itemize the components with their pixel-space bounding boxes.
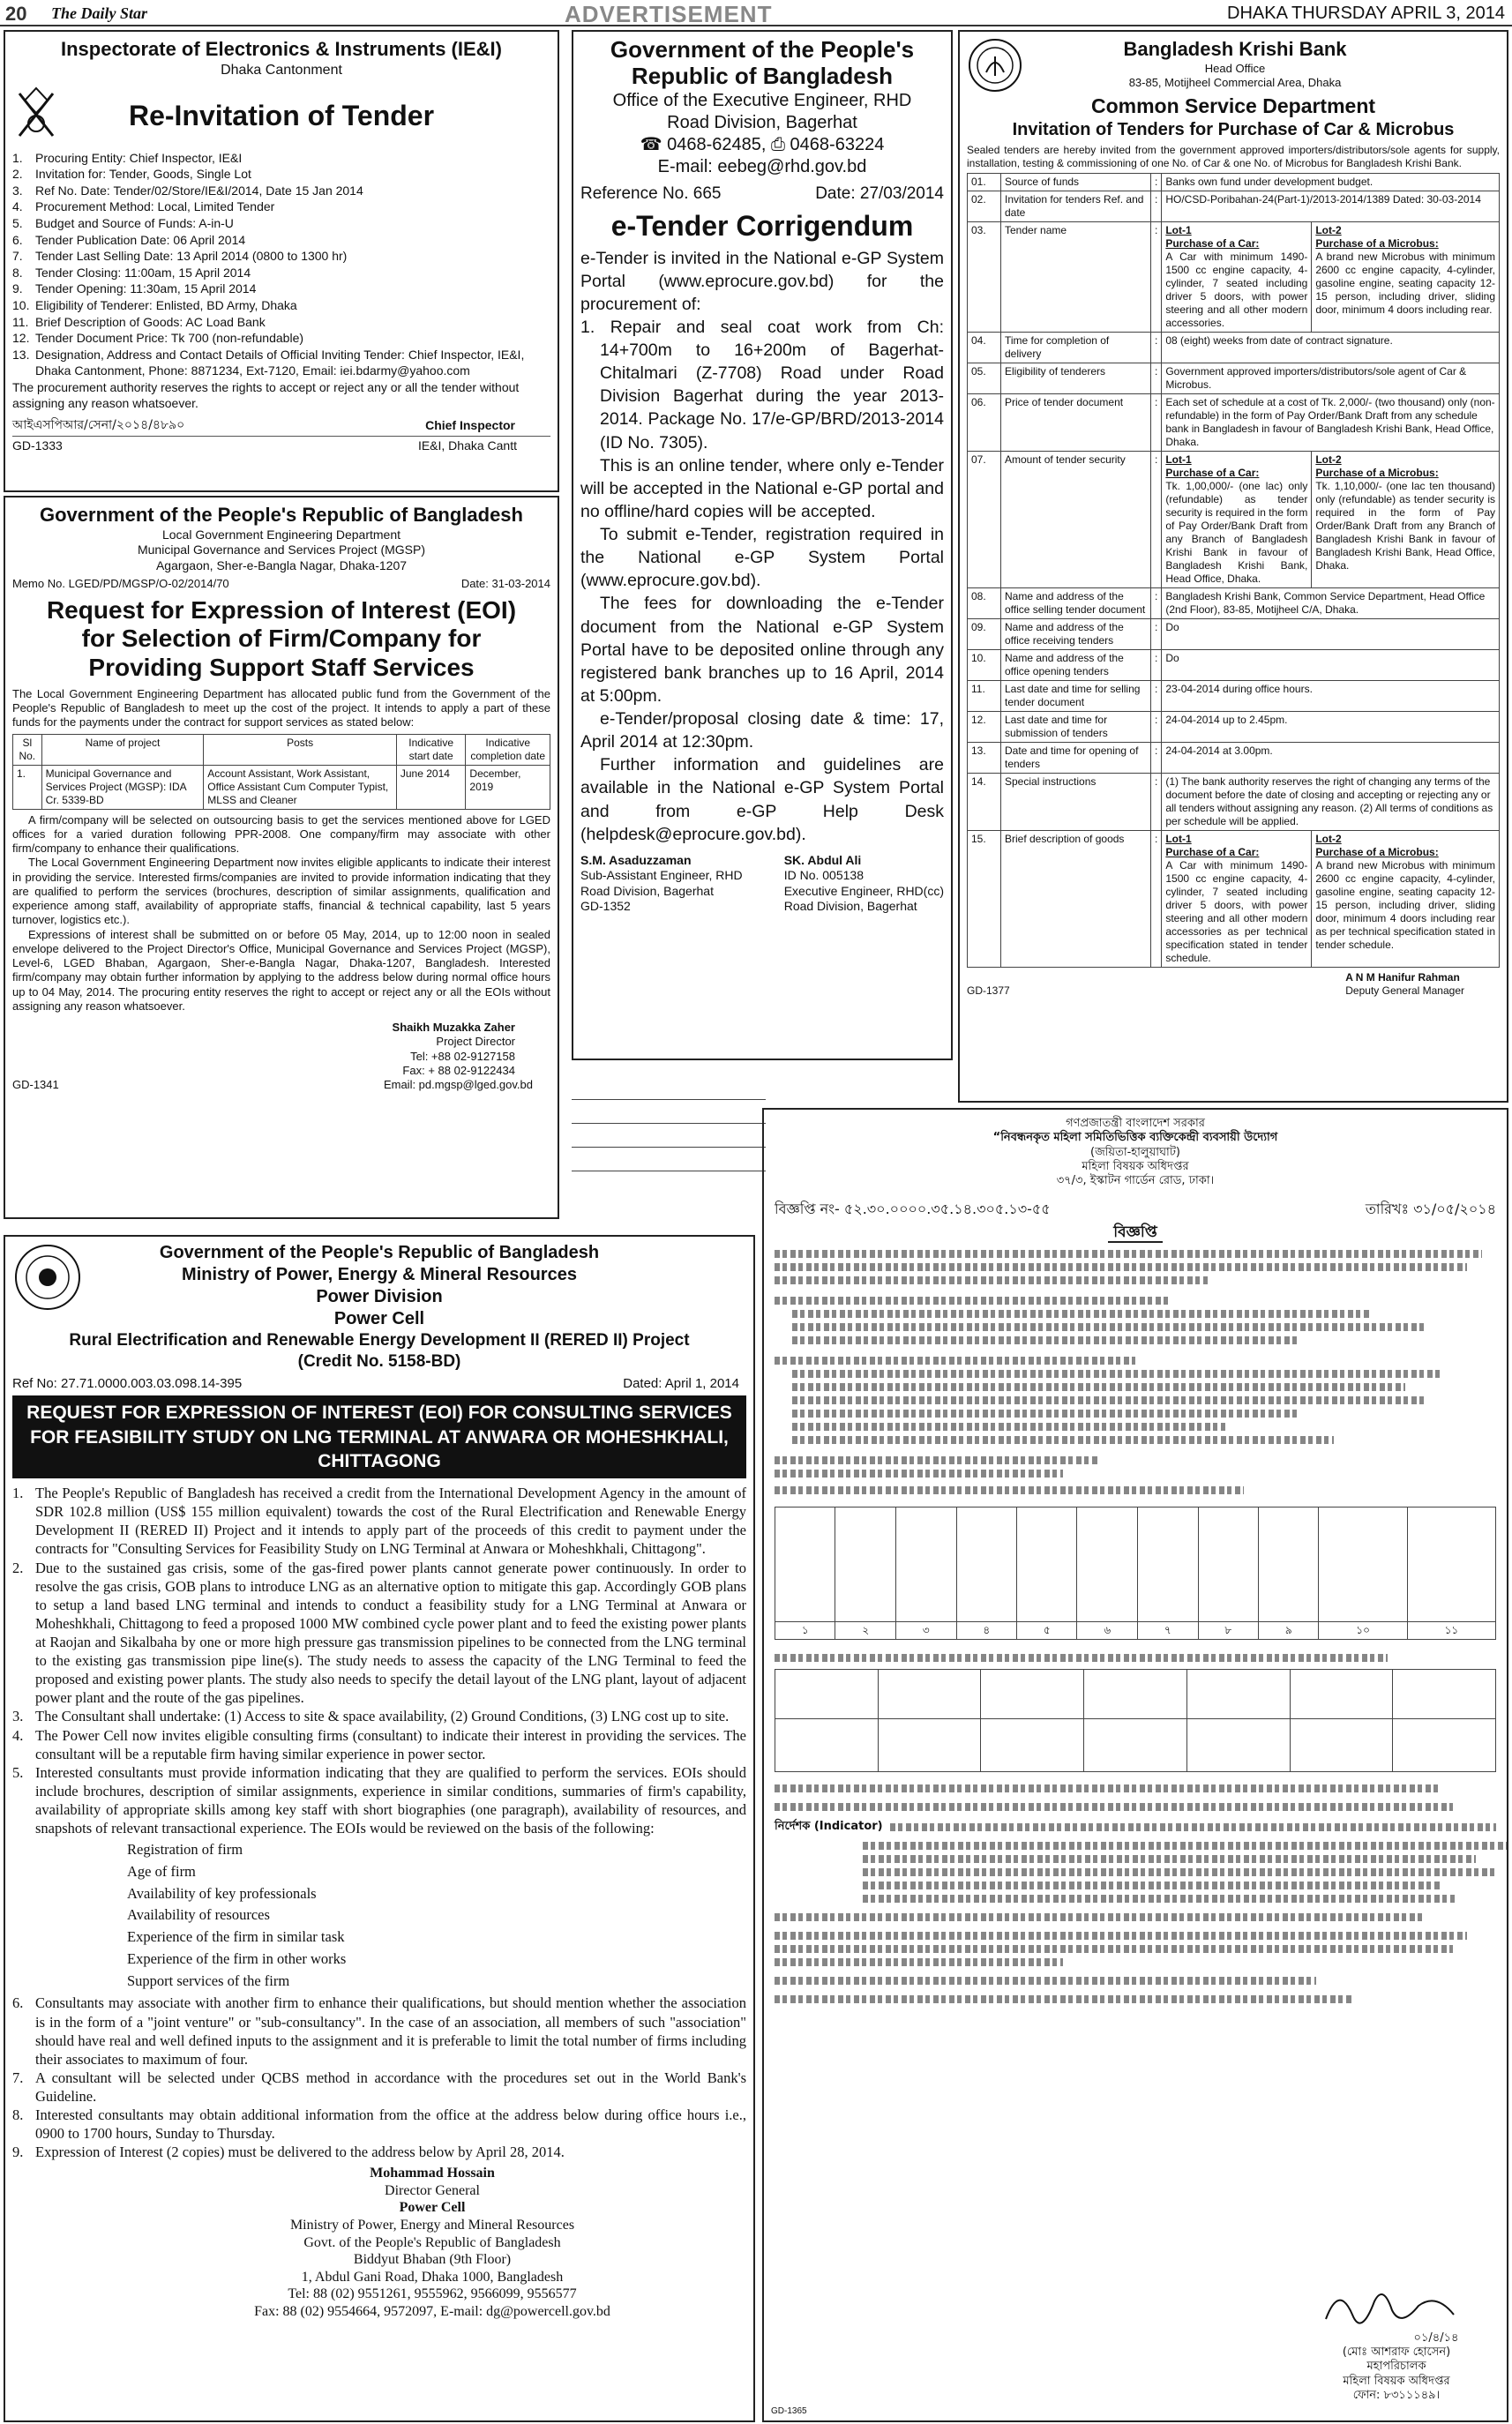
bangla-phone: ফোন: ৮৩১১১৪৯।: [1352, 2388, 1441, 2402]
bkb-table: [967, 173, 1500, 968]
rhd-email: E-mail: eebeg@rhd.gov.bd: [657, 156, 867, 176]
iei-item-text: Tender Closing: 11:00am, 15 April 2014: [35, 265, 251, 280]
iei-item-text: Ref No. Date: Tender/02/Store/IE&I/2014, Date 15 Jan 2014: [35, 183, 363, 198]
lged-heading: Request for Expression of Interest (EOI) for Selection of Firm/Company for Providing Support Staff Services: [46, 596, 517, 681]
rhd-office: Office of the Executive Engineer, RHD: [612, 90, 912, 110]
power-cell: Power Cell: [333, 1309, 425, 1328]
bkb-row-value: Government approved importers/distributors/sole agent of Car & Microbus.: [1162, 363, 1500, 393]
bangla-table-head-cell: [1077, 1507, 1138, 1621]
bkb-row-num: 03.: [968, 221, 1001, 332]
bkb-row-key: Last date and time for selling tender document: [1001, 680, 1151, 711]
bkb-lot-text: A brand new Microbus with minimum 2600 cc engine capacity, 4-cylinder, gasoline engine, seating capacity 12-15 person, including driver, sliding door, minimum 4 doors including rear.: [1315, 250, 1495, 316]
lged-p1: A firm/company will be selected on outsourcing basis to get the services mentioned above for LGED offices for a varied duration following PPR-2008. One company/firm may associate with other firm/company to enhance their qualifications.: [12, 812, 550, 856]
iei-item-text: Brief Description of Goods: AC Load Bank: [35, 314, 266, 329]
bkb-lot1: [1162, 830, 1312, 967]
bkb-table-row: [968, 618, 1500, 649]
rhd-division: Road Division, Bagerhat: [667, 112, 857, 132]
iei-item-text: Tender Opening: 11:30am, 15 April 2014: [35, 281, 257, 296]
bkb-address: 83-85, Motijheel Commercial Area, Dhaka: [1128, 75, 1342, 89]
power-p8: Interested consultants may obtain additional information from the office at the address below during office hours i.e., 0900 to 1700 hours, Sunday to Thursday.: [35, 2106, 746, 2143]
bkb-row-value: HO/CSD-Poribahan-24(Part-1)/2013-2014/1389 Dated: 30-03-2014: [1162, 191, 1500, 221]
bkb-row-key: Brief description of goods: [1001, 830, 1151, 967]
iei-list-item: [12, 215, 550, 232]
bangla-indicator: নির্দেশক (Indicator): [775, 1819, 883, 1833]
lged-memo: Memo No. LGED/PD/MGSP/O-02/2014/70: [12, 577, 229, 590]
lged-gov: Government of the People's Republic of Bangladesh: [40, 504, 523, 526]
rhd-p1: e-Tender is invited in the National e-GP System Portal (www.eprocure.gov.bd) for the procurement of:: [580, 248, 944, 314]
iei-item-num: 7.: [12, 249, 23, 264]
bkb-table-lot-row: [968, 451, 1500, 587]
lged-table-cell: June 2014: [396, 765, 466, 809]
bangla-table-head-cell: [775, 1507, 835, 1621]
bkb-table-row: [968, 173, 1500, 191]
iei-item-num: 8.: [12, 265, 23, 280]
bkb-row-num: 04.: [968, 332, 1001, 363]
bangla-table-head-cell: [1198, 1507, 1258, 1621]
bkb-row-colon: :: [1151, 393, 1162, 451]
iei-item-text: Tender Publication Date: 06 April 2014: [35, 232, 246, 247]
bangla-line3: (জয়িতা-হালুয়াঘাট): [1090, 1145, 1180, 1159]
bangla-table-2: [775, 1669, 1496, 1772]
bkb-row-num: 09.: [968, 618, 1001, 649]
bangla-table-head-cell: [835, 1507, 896, 1621]
bkb-row-colon: :: [1151, 618, 1162, 649]
iei-list-item: [12, 265, 550, 281]
bkb-row-key: Name and address of the office opening tenders: [1001, 649, 1151, 680]
bkb-lot-sub: Purchase of a Microbus:: [1315, 236, 1439, 250]
bangla-table-col-num: ৪: [956, 1621, 1016, 1639]
lged-table-cell: Municipal Governance and Services Project (MGSP): IDA Cr. 5339-BD: [41, 765, 204, 809]
iei-list-item: [12, 314, 550, 331]
bkb-row-num: 14.: [968, 773, 1001, 830]
bkb-row-colon: :: [1151, 173, 1162, 191]
power-criterion: Availability of key professionals: [127, 1884, 317, 1902]
power-p5: Interested consultants must provide information indicating that they are qualified to perform the services. EOIs should include brochures, description of similar assignments, experience in similar conditions, summaries of firm's capability, availability of appropriate skills among key staff with short biographies (one paragraph), availability of resources, and snapshots of relevant transactional experience. The EOIs would be reviewed on the basis of the following:: [35, 1763, 746, 1837]
bkb-name: Bangladesh Krishi Bank: [1123, 38, 1347, 60]
iei-bn-ref: আইএসপিআর/সেনা/২০১৪/৪৮৯০: [12, 418, 185, 433]
power-signer: Mohammad Hossain: [370, 2166, 495, 2181]
rhd-phone: ☎ 0468-62485, ⎙ 0468-63224: [640, 134, 885, 154]
iei-item-num: 12.: [12, 331, 30, 346]
iei-item-text: Budget and Source of Funds: A-in-U: [35, 215, 234, 230]
bkb-table-row: [968, 742, 1500, 773]
lged-signer: Shaikh Muzakka Zaher: [392, 1021, 515, 1035]
bkb-table-row: [968, 680, 1500, 711]
bkb-heading: Invitation of Tenders for Purchase of Car & Microbus: [1012, 119, 1455, 139]
bkb-lot-label: Lot-1: [1165, 832, 1192, 845]
govt-seal-icon: [12, 1242, 83, 1313]
bkb-lot-sub: Purchase of a Car:: [1165, 466, 1260, 479]
bkb-row-num: 12.: [968, 711, 1001, 742]
bkb-row-value: Each set of schedule at a cost of Tk. 2,000/- (two thousand) only (non-refundable) in the form of Pay Order/Bank Draft from any schedule bank in Bangladesh in favour of Bangladesh Krishi Bank, Head Office, Dhaka.: [1162, 393, 1500, 451]
bkb-table-row: [968, 393, 1500, 451]
bkb-lot1: [1162, 451, 1312, 587]
bkb-lot-label: Lot-2: [1315, 453, 1342, 466]
rhd-p2: This is an online tender, where only e-Tender will be accepted in the National e-GP portal and no offline/hard copies will be accepted.: [580, 455, 944, 521]
power-ref: Ref No: 27.71.0000.003.03.098.14-395: [12, 1375, 243, 1391]
bkb-row-key: Invitation for tenders Ref. and date: [1001, 191, 1151, 221]
iei-list-item: [12, 248, 550, 265]
bangla-table-head-cell: [956, 1507, 1016, 1621]
bangla-table-col-num: ৫: [1017, 1621, 1077, 1639]
bkb-table-row: [968, 332, 1500, 363]
power-signer-title: Director General: [385, 2182, 480, 2198]
bkb-lot-sub: Purchase of a Microbus:: [1315, 466, 1439, 479]
bkb-row-colon: :: [1151, 680, 1162, 711]
iei-item-num: 5.: [12, 215, 23, 230]
bkb-lot-text: A Car with minimum 1490-1500 cc engine capacity, 4-cylinder, 7 seated including driver 5 doors, with power steering and all other modern accessories as per technical specification stated in tender schedule.: [1165, 858, 1308, 964]
iei-code: GD-1333: [12, 438, 63, 453]
iei-list-item: [12, 297, 550, 314]
bkb-row-value: Do: [1162, 649, 1500, 680]
power-p9: Expression of Interest (2 copies) must be delivered to the address below by April 28, 2014.: [35, 2143, 565, 2161]
bkb-table-lot-row: [968, 830, 1500, 967]
bkb-row-key: Time for completion of delivery: [1001, 332, 1151, 363]
bangla-signer-title: মহাপরিচালক: [1366, 2360, 1426, 2374]
power-tel: Tel: 88 (02) 9551261, 9555962, 9566099, 9556577: [288, 2286, 577, 2302]
lged-address: Agargaon, Sher-e-Bangla Nagar, Dhaka-1207: [155, 557, 408, 572]
army-crest-icon: [12, 85, 60, 146]
rhd-ref: Reference No. 665: [580, 183, 722, 203]
lged-table-header: Name of project: [41, 734, 204, 765]
bangla-line4: মহিলা বিষয়ক অধিদপ্তর: [1082, 1159, 1189, 1173]
power-criterion: Registration of firm: [127, 1841, 243, 1859]
bkb-row-value: Banks own fund under development budget.: [1162, 173, 1500, 191]
iei-list-item: [12, 232, 550, 249]
bkb-signer: A N M Hanifur Rahman: [1345, 970, 1460, 984]
bangla-code: GD-1365: [771, 2405, 807, 2416]
bkb-row-key: Tender name: [1001, 221, 1151, 332]
bangla-table-col-num: ৯: [1259, 1621, 1319, 1639]
bkb-ad: [958, 30, 1508, 1103]
power-credit: (Credit No. 5158-BD): [297, 1351, 461, 1371]
bkb-row-colon: :: [1151, 587, 1162, 618]
rhd-p4: The fees for downloading the e-Tender document from the National e-GP System Portal have to be deposited online through any registered bank branches up to 16 April, 2014 at 5:00pm.: [580, 594, 944, 706]
bkb-row-key: Amount of tender security: [1001, 451, 1151, 587]
bkb-row-colon: :: [1151, 830, 1162, 967]
iei-signer-org: IE&I, Dhaka Cantt: [417, 438, 517, 453]
rhd-sig2-title: Executive Engineer, RHD(cc): [783, 883, 944, 898]
rhd-date: Date: 27/03/2014: [815, 183, 944, 203]
bkb-row-colon: :: [1151, 451, 1162, 587]
rhd-sig1-title: Sub-Assistant Engineer, RHD: [580, 868, 743, 883]
lged-email: Email: pd.mgsp@lged.gov.bd: [383, 1078, 533, 1092]
power-addr1: Ministry of Power, Energy and Mineral Resources: [289, 2218, 575, 2233]
power-criterion: Experience of the firm in other works: [127, 1949, 347, 1967]
bkb-row-colon: :: [1151, 191, 1162, 221]
rhd-p5: e-Tender/proposal closing date & time: 17, April 2014 at 12:30pm.: [580, 709, 944, 752]
iei-list-item: [12, 330, 550, 347]
lged-intro: The Local Government Engineering Department has allocated public fund from the Government of the People's Republic of Bangladesh to meet up the cost of the project. It intends to apply a part of these funds for the payments under the contract for support services as stated below:: [12, 686, 550, 729]
bangla-heading: বিজ্ঞপ্তি: [1108, 1223, 1162, 1243]
bkb-row-num: 15.: [968, 830, 1001, 967]
bkb-row-colon: :: [1151, 221, 1162, 332]
section-title: ADVERTISEMENT: [565, 1, 773, 27]
lged-code: GD-1341: [12, 1078, 59, 1092]
lged-table-header: Indicative completion date: [466, 734, 550, 765]
lged-p2: The Local Government Engineering Department now invites eligible applicants to indicate their interest in providing the service. Interested firms/companies are invited to provide information indicating that they are qualified to perform the services (brochures, description of similar assignments, qualification and experience among staff, availability of appropriate staffs, financial & technical capability, last 5 years turnover, logistics etc.).: [12, 856, 550, 927]
bkb-table-row: [968, 587, 1500, 618]
iei-item-num: 10.: [12, 297, 30, 312]
bangla-ad: [762, 1108, 1508, 2422]
iei-item-text: Designation, Address and Contact Details of Official Inviting Tender: Chief Inspector, IE&I, Dhaka Cantonment, Phone: 8871234, Ext-7120, Email: iei.bdarmy@yahoo.com: [35, 347, 525, 378]
bkb-office: Head Office: [1204, 61, 1266, 75]
bangla-line2: “নিবন্ধনকৃত মহিলা সমিতিভিত্তিক ব্যক্তিকেন্দ্রী ব্যবসায়ী উদ্যোগ: [992, 1131, 1278, 1145]
bkb-table-row: [968, 711, 1500, 742]
bangla-signer: (মোঃ আশরাফ হোসেন): [1342, 2345, 1451, 2359]
bkb-row-colon: :: [1151, 332, 1162, 363]
bkb-row-value: 23-04-2014 during office hours.: [1162, 680, 1500, 711]
iei-item-num: 11.: [12, 314, 29, 329]
iei-title: Inspectorate of Electronics & Instruments (IE&I): [61, 38, 502, 60]
lged-table-header: Indicative start date: [396, 734, 466, 765]
iei-item-text: Eligibility of Tenderer: Enlisted, BD Army, Dhaka: [35, 297, 297, 312]
bkb-row-key: Special instructions: [1001, 773, 1151, 830]
rhd-gov: Government of the People's Republic of Bangladesh: [610, 36, 915, 89]
bangla-table-head-cell: [1259, 1507, 1319, 1621]
lged-ad: [4, 496, 559, 1219]
lged-table-cell: Account Assistant, Work Assistant, Office Assistant Cum Computer Typist, MLSS and Cleaner: [204, 765, 397, 809]
bkb-row-key: Date and time for opening of tenders: [1001, 742, 1151, 773]
bangla-body-2: [775, 1784, 1496, 2003]
iei-signer: Chief Inspector: [425, 418, 515, 433]
bangla-table-col-num: ২: [835, 1621, 896, 1639]
bangla-table-col-num: ১: [775, 1621, 835, 1639]
power-p1: The People's Republic of Bangladesh has received a credit from the International Development Agency in the amount of SDR 102.8 million (US$ 155 million equivalent) towards the cost of the Rural Electrification and Renewable Energy Development II (RERED II) Project and it intends to apply part of the proceeds of this credit to payment under the contracts for "Consulting Services for Feasibility Study on LNG Terminal at Anwara or Moheshkhali, Chittagong".: [35, 1485, 746, 1558]
bkb-row-value: 08 (eight) weeks from date of contract signature.: [1162, 332, 1500, 363]
power-criterion: Age of firm: [127, 1862, 196, 1880]
bkb-row-num: 07.: [968, 451, 1001, 587]
bkb-table-row: [968, 363, 1500, 393]
iei-note: The procurement authority reserves the rights to accept or reject any or all the tender without assigning any reason whatsoever.: [12, 380, 520, 411]
bkb-row-num: 06.: [968, 393, 1001, 451]
power-fax: Fax: 88 (02) 9554664, 9572097, E-mail: dg@powercell.gov.bd: [254, 2303, 610, 2319]
power-banner: REQUEST FOR EXPRESSION OF INTEREST (EOI) FOR CONSULTING SERVICES FOR FEASIBILITY STUDY ON LNG TERMINAL AT ANWARA OR MOHESHKHALI, CHITTAGONG: [12, 1395, 746, 1478]
bkb-lot-label: Lot-1: [1165, 223, 1192, 236]
bkb-row-colon: :: [1151, 363, 1162, 393]
rhd-p3: To submit e-Tender, registration required in the National e-GP System Portal (www.eprocure.gov.bd).: [580, 525, 944, 591]
bangla-table-col-num: ১১: [1407, 1621, 1495, 1639]
lged-project: Municipal Governance and Services Project (MGSP): [137, 542, 426, 557]
bkb-dept: Common Service Department: [1090, 94, 1376, 117]
bkb-row-colon: :: [1151, 742, 1162, 773]
iei-list-item: [12, 281, 550, 297]
bangla-table-col-num: ৮: [1198, 1621, 1258, 1639]
rhd-p6: Further information and guidelines are available in the National e-GP System Portal and from e-GP Help Desk (helpdesk@eprocure.gov.bd).: [580, 755, 944, 844]
bkb-row-key: Price of tender document: [1001, 393, 1151, 451]
bkb-lot2: [1312, 830, 1500, 967]
power-criterion: Support services of the firm: [127, 1971, 290, 1989]
bkb-row-key: Source of funds: [1001, 173, 1151, 191]
bkb-row-colon: :: [1151, 711, 1162, 742]
bkb-lot-text: Tk. 1,00,000/- (one lac) only (refundable) as tender security is required in the form of Pay Order/Bank Draft from any Branch of Bangladesh Krishi Bank in favour of Bangladesh Krishi Bank, Head Office, Dhaka.: [1165, 479, 1308, 585]
bkb-row-value: (1) The bank authority reserves the right of changing any terms of the document before the date of closing and accepting or rejecting any or all tenders without assigning any reason. (2) All terms of conditions as per schedule will be applied.: [1162, 773, 1500, 830]
bkb-row-value: 24-04-2014 at 3.00pm.: [1162, 742, 1500, 773]
bkb-row-key: Name and address of the office selling tender document: [1001, 587, 1151, 618]
paper-name: The Daily Star: [51, 4, 148, 22]
power-ministry: Ministry of Power, Energy & Mineral Resources: [182, 1265, 577, 1284]
iei-item-num: 3.: [12, 183, 23, 198]
bkb-row-num: 05.: [968, 363, 1001, 393]
bangla-table-head-cell: [1017, 1507, 1077, 1621]
rhd-ad: [572, 30, 953, 1060]
iei-list: [12, 150, 550, 380]
bkb-row-key: Name and address of the office receiving tenders: [1001, 618, 1151, 649]
lged-table-cell: 1.: [13, 765, 42, 809]
power-division: Power Division: [316, 1287, 443, 1306]
lged-table-header: Sl No.: [13, 734, 42, 765]
iei-item-num: 9.: [12, 281, 23, 296]
bangla-table-head-cell: [1138, 1507, 1199, 1621]
bkb-lot-sub: Purchase of a Microbus:: [1315, 845, 1439, 858]
bangla-table-head-cell: [1407, 1507, 1495, 1621]
iei-item-text: Procurement Method: Local, Limited Tender: [35, 199, 275, 214]
iei-subtitle: Dhaka Cantonment: [221, 62, 342, 78]
page-header: [0, 0, 1512, 26]
bkb-row-key: Eligibility of tenderers: [1001, 363, 1151, 393]
bkb-code: GD-1377: [967, 984, 1010, 997]
bangla-signer-org: মহিলা বিষয়ক অধিদপ্তর: [1343, 2374, 1450, 2388]
iei-list-item: [12, 183, 550, 199]
power-ad: Government of the People's Republic of Bangladesh Ministry of Power, Energy & Mineral Resources Power Division Power Cell Rural Electrification and Renewable Energy Development II (RERED II) Project (Credit No. 5158-BD) Ref No: 27.71.0000.003.03.098.14-395 Dated: April 1, 2014 REQUEST FOR EXPRESSION OF INTEREST (EOI) FOR CONSULTING SERVICES FOR FEASIBILITY STUDY ON LNG TERMINAL AT ANWARA OR MOHESHKHALI, CHITTAGONG 1. The People's Republic of Bangladesh has received a credit from the International Development Agency in the amount of SDR 102.8 million (US$ 155 million equivalent) towards the cost of the Rural Electrification and Renewable Energy Development II (RERED II) Project and it intends to apply part of the proceeds of this credit to payment under the contracts for "Consulting Services for Feasibility Study on LNG Terminal at Anwara or Moheshkhali, Chittagong". 2. Due to the sustained gas crisis, some of the gas-fired power plants cannot generate power continuously. In order to resolve the gas crisis, GOB plans to introduce LNG as an alternative option to mitigate this gap. Accordingly GOB plans to setup a land based LNG terminal and intends to conduct a feasibility study for a LNG Terminal at Anwara or Moheshkhali, Chittagong to feed a proposed 1000 MW combined cycle power plant and to feed the existing power plants at Raojan and Sikalbaha by one or more high pressure gas transmission pipelines to be connected from the LNG terminal to the existing gas transmission pipe line(s). The study needs to assess the capacity of the LNG Terminal to feed the proposed and existing power plants. The study also needs to specify the detail layout of the LNG plant, layout of adjacent power plant and the route of the gas pipelines. 3. The Consultant shall undertake: (1) Access to site & space availability, (2) Ground Conditions, (3) LNG cost up to site. 4. The Power Cell now invites eligible consulting firms (consultant) to indicate their interest in providing the services. The consultant will be a reputable firm having similar experience in power sector. 5. Interested consultants must provide information indicating that they are qualified to perform the services. EOIs should include brochures, description of similar assignments, experience in similar conditions, summaries of firm's capability, availability of appropriate skills among key staff with short biographies (one paragraph), availability of resources, and snapshots of relevant transactional experience. The EOIs would be reviewed on the basis of the following: Registration of firm Age of firm Availability of key professionals Availability of resources Experience of the firm in similar task Experience of the firm in other works Support services of the firm 6. Consultants may associate with another firm to enhance their qualifications, but should mention whether the association is in the form of a "joint venture" or "sub-consultancy". In the case of an association, all members of such "association" should have real and well defined inputs to the assignment and it is preferable to limit the total number of firms including their associates to maximum of four. 7. A consultant will be selected under QCBS method in accordance with the procedures set out in the World Bank's Guideline. 8. Interested consultants may obtain additional information from the office at the address below during office hours i.e., 0900 to 1700 hours, Sunday to Thursday. 9. Expression of Interest (2 copies) must be delivered to the address below by April 28, 2014. Mohammad Hossain Director General Power Cell Ministry of Power, Energy and Mineral Resources Govt. of the People's Republic of Bangladesh Biddyut Bhaban (9th Floor) 1, Abdul Gani Road, Dhaka 1000, Bangladesh Tel: 88 (02) 9551261, 9555962, 9566099, 9556577 Fax: 88 (02) 9554664, 9572097, E-mail: dg@powercell.gov.bd: [4, 1235, 755, 2422]
bangla-signature-block: [1321, 2275, 1471, 2404]
iei-list-item: [12, 347, 550, 379]
bangla-table-1: [775, 1507, 1496, 1640]
bangla-line5: ৩৭/৩, ইস্কাটন গার্ডেন রোড, ঢাকা।: [1056, 1174, 1215, 1187]
bkb-lot-text: A Car with minimum 1490-1500 cc engine capacity, 4-cylinder, 7 seated including driver 5 doors, with power steering and all other modern accessories.: [1165, 250, 1308, 329]
rhd-sig2-name: SK. Abdul Ali: [783, 852, 862, 867]
power-date: Dated: April 1, 2014: [623, 1375, 739, 1391]
power-addr4: 1, Abdul Gani Road, Dhaka 1000, Bangladesh: [301, 2269, 564, 2285]
bkb-lot-text: A brand new Microbus with minimum 2600 cc engine capacity, 4-cylinder, gasoline engine, seating capacity 12-15 person, including driver, sliding door, minimum 4 doors including rear as per technical specification stated in tender schedule.: [1315, 858, 1495, 951]
power-addr3: Biddyut Bhaban (9th Floor): [353, 2252, 512, 2268]
rhd-sig2-org: Road Division, Bagerhat: [783, 899, 917, 914]
bangla-table-col-num: ৩: [896, 1621, 957, 1639]
iei-item-num: 4.: [12, 199, 23, 214]
power-criterion: Experience of the firm in similar task: [127, 1928, 345, 1946]
bkb-lot-label: Lot-2: [1315, 223, 1342, 236]
rhd-sig2-id: ID No. 005138: [783, 868, 864, 883]
issue-date: DHAKA THURSDAY APRIL 3, 2014: [1227, 4, 1505, 23]
bkb-lot-text: Tk. 1,10,000/- (one lac ten thousand) only (refundable) as tender security is required in the form of Pay Order/Bank Draft from any Branch of Bangladesh Krishi Bank in favour of Bangladesh Krishi Bank, Head Office, Dhaka.: [1315, 479, 1495, 572]
iei-item-num: 6.: [12, 232, 23, 247]
bkb-signer-title: Deputy General Manager: [1345, 984, 1464, 997]
power-gov: Government of the People's Republic of Bangladesh: [159, 1243, 600, 1262]
bkb-row-num: 11.: [968, 680, 1001, 711]
bkb-row-num: 10.: [968, 649, 1001, 680]
power-p3: The Consultant shall undertake: (1) Access to site & space availability, (2) Ground Conditions, (3) LNG cost up to site.: [35, 1708, 730, 1725]
iei-list-item: [12, 166, 550, 183]
iei-item-num: 13.: [12, 347, 30, 362]
page-number: 20: [5, 3, 27, 25]
iei-item-text: Tender Last Selling Date: 13 April 2014 (0800 to 1300 hr): [35, 249, 348, 264]
bkb-logo-icon: [967, 37, 1023, 94]
bangla-table-col-num: ৬: [1077, 1621, 1138, 1639]
bkb-row-colon: :: [1151, 649, 1162, 680]
lged-signer-title: Project Director: [436, 1035, 515, 1049]
bkb-table-row: [968, 649, 1500, 680]
bkb-lot2: [1312, 221, 1500, 332]
bkb-row-num: 13.: [968, 742, 1001, 773]
blank-space: [572, 1090, 766, 1223]
bangla-table-head-cell: [896, 1507, 957, 1621]
power-criterion: Availability of resources: [127, 1906, 270, 1924]
bkb-row-key: Last date and time for submission of tenders: [1001, 711, 1151, 742]
bkb-lot2: [1312, 451, 1500, 587]
iei-item-num: 1.: [12, 150, 23, 165]
power-cell2: Power Cell: [399, 2200, 466, 2216]
bangla-line1: গণপ্রজাতন্ত্রী বাংলাদেশ সরকার: [1066, 1117, 1205, 1130]
iei-item-text: Invitation for: Tender, Goods, Single Lot: [35, 167, 251, 182]
power-addr2: Govt. of the People's Republic of Bangladesh: [303, 2234, 561, 2250]
bangla-table-head-cell: [1319, 1507, 1407, 1621]
lged-table: [12, 734, 550, 810]
bangla-body: [775, 1250, 1496, 1494]
rhd-heading: e-Tender Corrigendum: [610, 209, 914, 242]
bkb-lot-sub: Purchase of a Car:: [1165, 845, 1260, 858]
lged-tel: Tel: +88 02-9127158: [410, 1049, 515, 1063]
bkb-table-row: [968, 773, 1500, 830]
iei-heading: Re-Invitation of Tender: [128, 99, 435, 131]
lged-table-cell: December, 2019: [466, 765, 550, 809]
lged-fax: Fax: + 88 02-9122434: [402, 1063, 515, 1077]
iei-list-item: [12, 198, 550, 215]
power-p7: A consultant will be selected under QCBS method in accordance with the procedures set out in the World Bank's Guideline.: [35, 2069, 746, 2106]
bkb-table-row: [968, 191, 1500, 221]
power-p6: Consultants may associate with another firm to enhance their qualifications, but should mention whether the association is in the form of a "joint venture" or "sub-consultancy". In the case of an association, all members of such "association" should have real and well defined inputs to the assignment and it is preferable to limit the total number of firms including their associates to maximum of four.: [35, 1994, 746, 2068]
lged-dept: Local Government Engineering Department: [161, 527, 401, 542]
rhd-sig1-name: S.M. Asaduzzaman: [580, 852, 692, 867]
bkb-row-num: 08.: [968, 587, 1001, 618]
bkb-row-value: Do: [1162, 618, 1500, 649]
bangla-table-col-num: ১০: [1319, 1621, 1407, 1639]
bkb-row-value: 24-04-2014 up to 2.45pm.: [1162, 711, 1500, 742]
bangla-table-col-num: ৭: [1138, 1621, 1199, 1639]
bkb-row-colon: :: [1151, 773, 1162, 830]
bkb-row-num: 02.: [968, 191, 1001, 221]
iei-ad: [4, 30, 559, 492]
iei-item-num: 2.: [12, 167, 23, 182]
bkb-lot-label: Lot-2: [1315, 832, 1342, 845]
bkb-lot-sub: Purchase of a Car:: [1165, 236, 1260, 250]
rhd-item1: 1. Repair and seal coat work from Ch: 14+700m to 16+200m of Bagerhat-Chitalmari (Z-7708) Road under Road Division Bagerhat during the year 2013-2014. Package No. 17/e-GP/BRD/2013-2014 (ID No. 7305).: [580, 317, 944, 453]
bangla-signature-date: ০১/৪/১৪: [1413, 2330, 1459, 2345]
bkb-lot1: [1162, 221, 1312, 332]
bkb-table-lot-row: [968, 221, 1500, 332]
iei-item-text: Procuring Entity: Chief Inspector, IE&I: [35, 150, 243, 165]
lged-table-header: Posts: [204, 734, 397, 765]
lged-date: Date: 31-03-2014: [460, 577, 550, 590]
iei-item-text: Tender Document Price: Tk 700 (non-refundable): [35, 331, 304, 346]
power-project: Rural Electrification and Renewable Energy Development II (RERED II) Project: [69, 1331, 690, 1350]
rhd-sig1-org: Road Division, Bagerhat: [580, 883, 714, 898]
bkb-row-num: 01.: [968, 173, 1001, 191]
bkb-row-value: Bangladesh Krishi Bank, Common Service Department, Head Office (2nd Floor), 83-85, Motijheel C/A, Dhaka.: [1162, 587, 1500, 618]
rhd-code: GD-1352: [580, 899, 631, 914]
bangla-date: তারিখঃ ৩১/০৫/২০১৪: [1365, 1201, 1496, 1218]
lged-p3: Expressions of interest shall be submitted on or before 05 May, 2014, up to 12:00 noon in sealed envelope delivered to the Project Director's Office, Municipal Governance and Services Project (MGSP), Level-6, LGED Bhaban, Agargaon, Sher-e-Bangla Nagar, Dhaka-1207, Bangladesh. Interested firm/company may obtain further information by applying to the address below during normal office hours up to 04 May, 2014. The procuring entity reserves the right to accept or reject any or all the EOIs without assigning any reason whatsoever.: [12, 927, 550, 1013]
power-p2: Due to the sustained gas crisis, some of the gas-fired power plants cannot generate power continuously. In order to resolve the gas crisis, GOB plans to introduce LNG as an alternative option to mitigate this gap. Accordingly GOB plans to setup a land based LNG terminal and intends to conduct a feasibility study for a LNG Terminal at Anwara or Moheshkhali, Chittagong to feed a proposed 1000 MW combined cycle power plant and to feed the existing power plants at Raojan and Sikalbaha by one or more high pressure gas transmission pipelines to be connected from the LNG terminal to the existing gas transmission pipe line(s). The study needs to assess the capacity of the LNG Terminal to feed the proposed and existing power plants. The study also needs to specify the detail layout of the LNG plant, layout of adjacent power plant and the route of the gas pipelines.: [35, 1559, 746, 1707]
iei-list-item: [12, 150, 550, 167]
power-criteria: [12, 1839, 746, 1992]
bkb-lot-label: Lot-1: [1165, 453, 1192, 466]
bangla-memo: বিজ্ঞপ্তি নং- ৫২.৩০.০০০০.৩৫.১৪.৩০৫.১৩-৫৫: [775, 1201, 1051, 1218]
bkb-intro: Sealed tenders are hereby invited from the government approved importers/distributors/sole agents for supply, installation, testing & commissioning of one No. of Car & one No. of Microbus for Bangladesh Krishi Bank.: [967, 143, 1500, 169]
power-p4: The Power Cell now invites eligible consulting firms (consultant) to indicate their interest in providing the services. The consultant will be a reputable firm having similar experience in power sector.: [35, 1726, 746, 1762]
